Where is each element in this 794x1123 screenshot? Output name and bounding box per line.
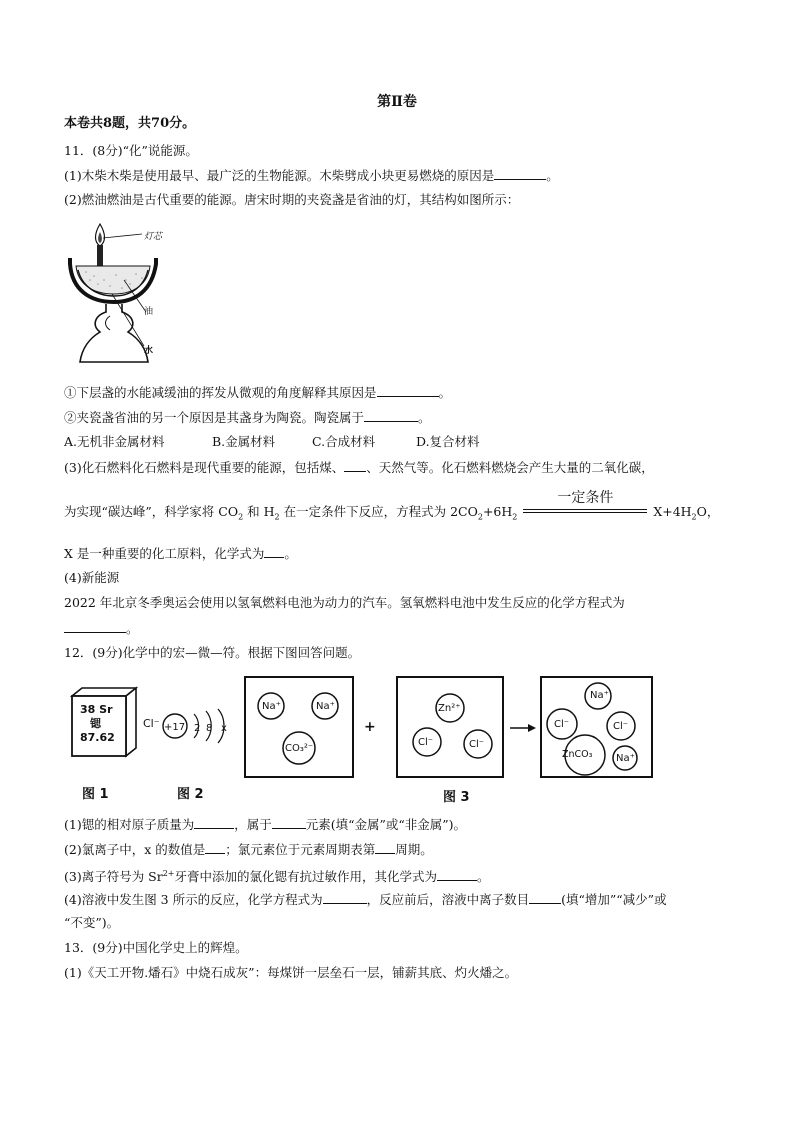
ion-cl-1: Cl⁻ [418, 737, 434, 748]
answer-blank[interactable] [364, 409, 418, 422]
q11-part2: (2)燃油燃油是古代重要的能源。唐宋时期的夹瓷盏是省油的灯，其结构如图所示： [64, 192, 520, 207]
product-cl-1: Cl⁻ [554, 719, 570, 730]
answer-blank[interactable] [272, 816, 306, 829]
fig2-shell-1: 2 [194, 723, 201, 734]
ion-na-1: Na⁺ [262, 701, 281, 712]
answer-blank[interactable] [377, 384, 439, 397]
fig2-nucleus: +17 [164, 722, 186, 733]
q11-part4b: 2022 年北京冬季奥运会使用以氢氧燃料电池为动力的汽车。氢氧燃料电池中发生反应的化学方程式为 [64, 595, 625, 610]
q12-head: 12．(9分)化学中的宏—微—符。根据下图回答问题。 [64, 645, 361, 660]
q11-part4c: 。 [64, 620, 139, 637]
condition-label: 一定条件 [557, 490, 614, 506]
q11-part4: (4)新能源 [64, 570, 120, 585]
q12-part4: (4)溶液中发生图 3 所示的反应，化学方程式为 ，反应前后，溶液中离子数目 (填“增加”“减少”或 [64, 892, 667, 907]
answer-blank[interactable] [344, 459, 366, 472]
ion-cl-2: Cl⁻ [469, 739, 485, 750]
answer-blank[interactable] [205, 841, 225, 854]
q11-part3: (3)化石燃料化石燃料是现代重要的能源，包括煤、 、天然气等。化石燃料燃烧会产生大量的二氧化碳， [64, 460, 654, 475]
fig2-caption: 图 2 [177, 787, 204, 802]
section-title: 第Ⅱ卷 [377, 94, 417, 110]
product-na-2: Na⁺ [616, 753, 635, 764]
q11-part1: (1)木柴木柴是使用最早、最广泛的生物能源。木柴劈成小块更易燃烧的原因是 。 [64, 168, 559, 183]
q12-part1: (1)锶的相对原子质量为 ，属于 元素(填“金属”或“非金属”)。 [64, 817, 467, 832]
q12-part2: (2)氯离子中，x 的数值是 ；氯元素位于元素周期表第 周期。 [64, 842, 433, 857]
reaction-condition-arrow [521, 490, 649, 516]
fig2-shell-2: 8 [206, 723, 213, 734]
fig1-caption: 图 1 [82, 787, 109, 802]
fig3-caption: 图 3 [443, 790, 470, 805]
q11-sub2: ②夹瓷盏省油的另一个原因是其盏身为陶瓷。陶瓷属于 。 [64, 410, 431, 425]
option-d[interactable]: D.复合材料 [416, 434, 480, 449]
option-c[interactable]: C.合成材料 [312, 434, 376, 449]
lamp-label-wick: 灯芯 [144, 232, 163, 242]
section-intro: 本卷共8题，共70分。 [64, 116, 196, 131]
answer-blank[interactable] [494, 167, 546, 180]
option-b[interactable]: B.金属材料 [212, 434, 276, 449]
fig2-ion-label: Cl⁻ [143, 717, 160, 730]
q13-head: 13．(9分)中国化学史上的辉煌。 [64, 940, 248, 955]
fig1-name: 锶 [90, 717, 101, 730]
q11-head: 11．(8分)“化”说能源。 [64, 143, 198, 158]
q11-options [64, 434, 480, 450]
option-a[interactable]: A.无机非金属材料 [64, 434, 165, 449]
product-zinc-carbonate: ZnCO₃ [562, 749, 593, 760]
fig2-shell-3: x [221, 723, 227, 734]
fig1-atomic-number: 38 Sr [80, 703, 113, 716]
q11-part3d: X 是一种重要的化工原料，化学式为 。 [64, 546, 297, 561]
q13-part1: (1)《天工开物.燔石》中烧石成灰”：每煤饼一层垒石一层，铺薪其底、灼火燔之。 [64, 965, 518, 980]
q12-part3: (3)离子符号为 $Sr^{2+}$牙膏中添加的氯化锶有抗过敏作用，其化学式为 。 [64, 869, 490, 885]
fig1-mass: 87.62 [80, 731, 115, 744]
plus-sign: + [364, 719, 376, 735]
product-na-1: Na⁺ [590, 690, 609, 701]
q11-equation-line: 为实现“碳达峰”，科学家将 $CO_2$ 和 $H_2$ 在一定条件下反应，方程式为 $2CO_2+6H_2$ 一定条件 $X+4H_2O$， [64, 490, 720, 522]
ion-carbonate: CO₃²⁻ [285, 743, 314, 754]
answer-blank[interactable] [529, 891, 561, 904]
lamp-label-oil: 油 [144, 307, 154, 317]
strontium-element-card [70, 686, 138, 758]
q12-part4d: “不变”)。 [64, 915, 120, 930]
q11-sub1: ①下层盏的水能减缓油的挥发从微观的角度解释其原因是 。 [64, 385, 452, 400]
answer-blank[interactable] [64, 620, 126, 633]
answer-blank[interactable] [194, 816, 234, 829]
answer-blank[interactable] [437, 868, 477, 881]
ion-zinc: Zn²⁺ [438, 703, 461, 714]
product-cl-2: Cl⁻ [613, 721, 629, 732]
answer-blank[interactable] [375, 841, 395, 854]
lamp-label-water: 水 [144, 346, 154, 356]
answer-blank[interactable] [323, 891, 367, 904]
answer-blank[interactable] [264, 545, 284, 558]
ion-na-2: Na⁺ [316, 701, 335, 712]
